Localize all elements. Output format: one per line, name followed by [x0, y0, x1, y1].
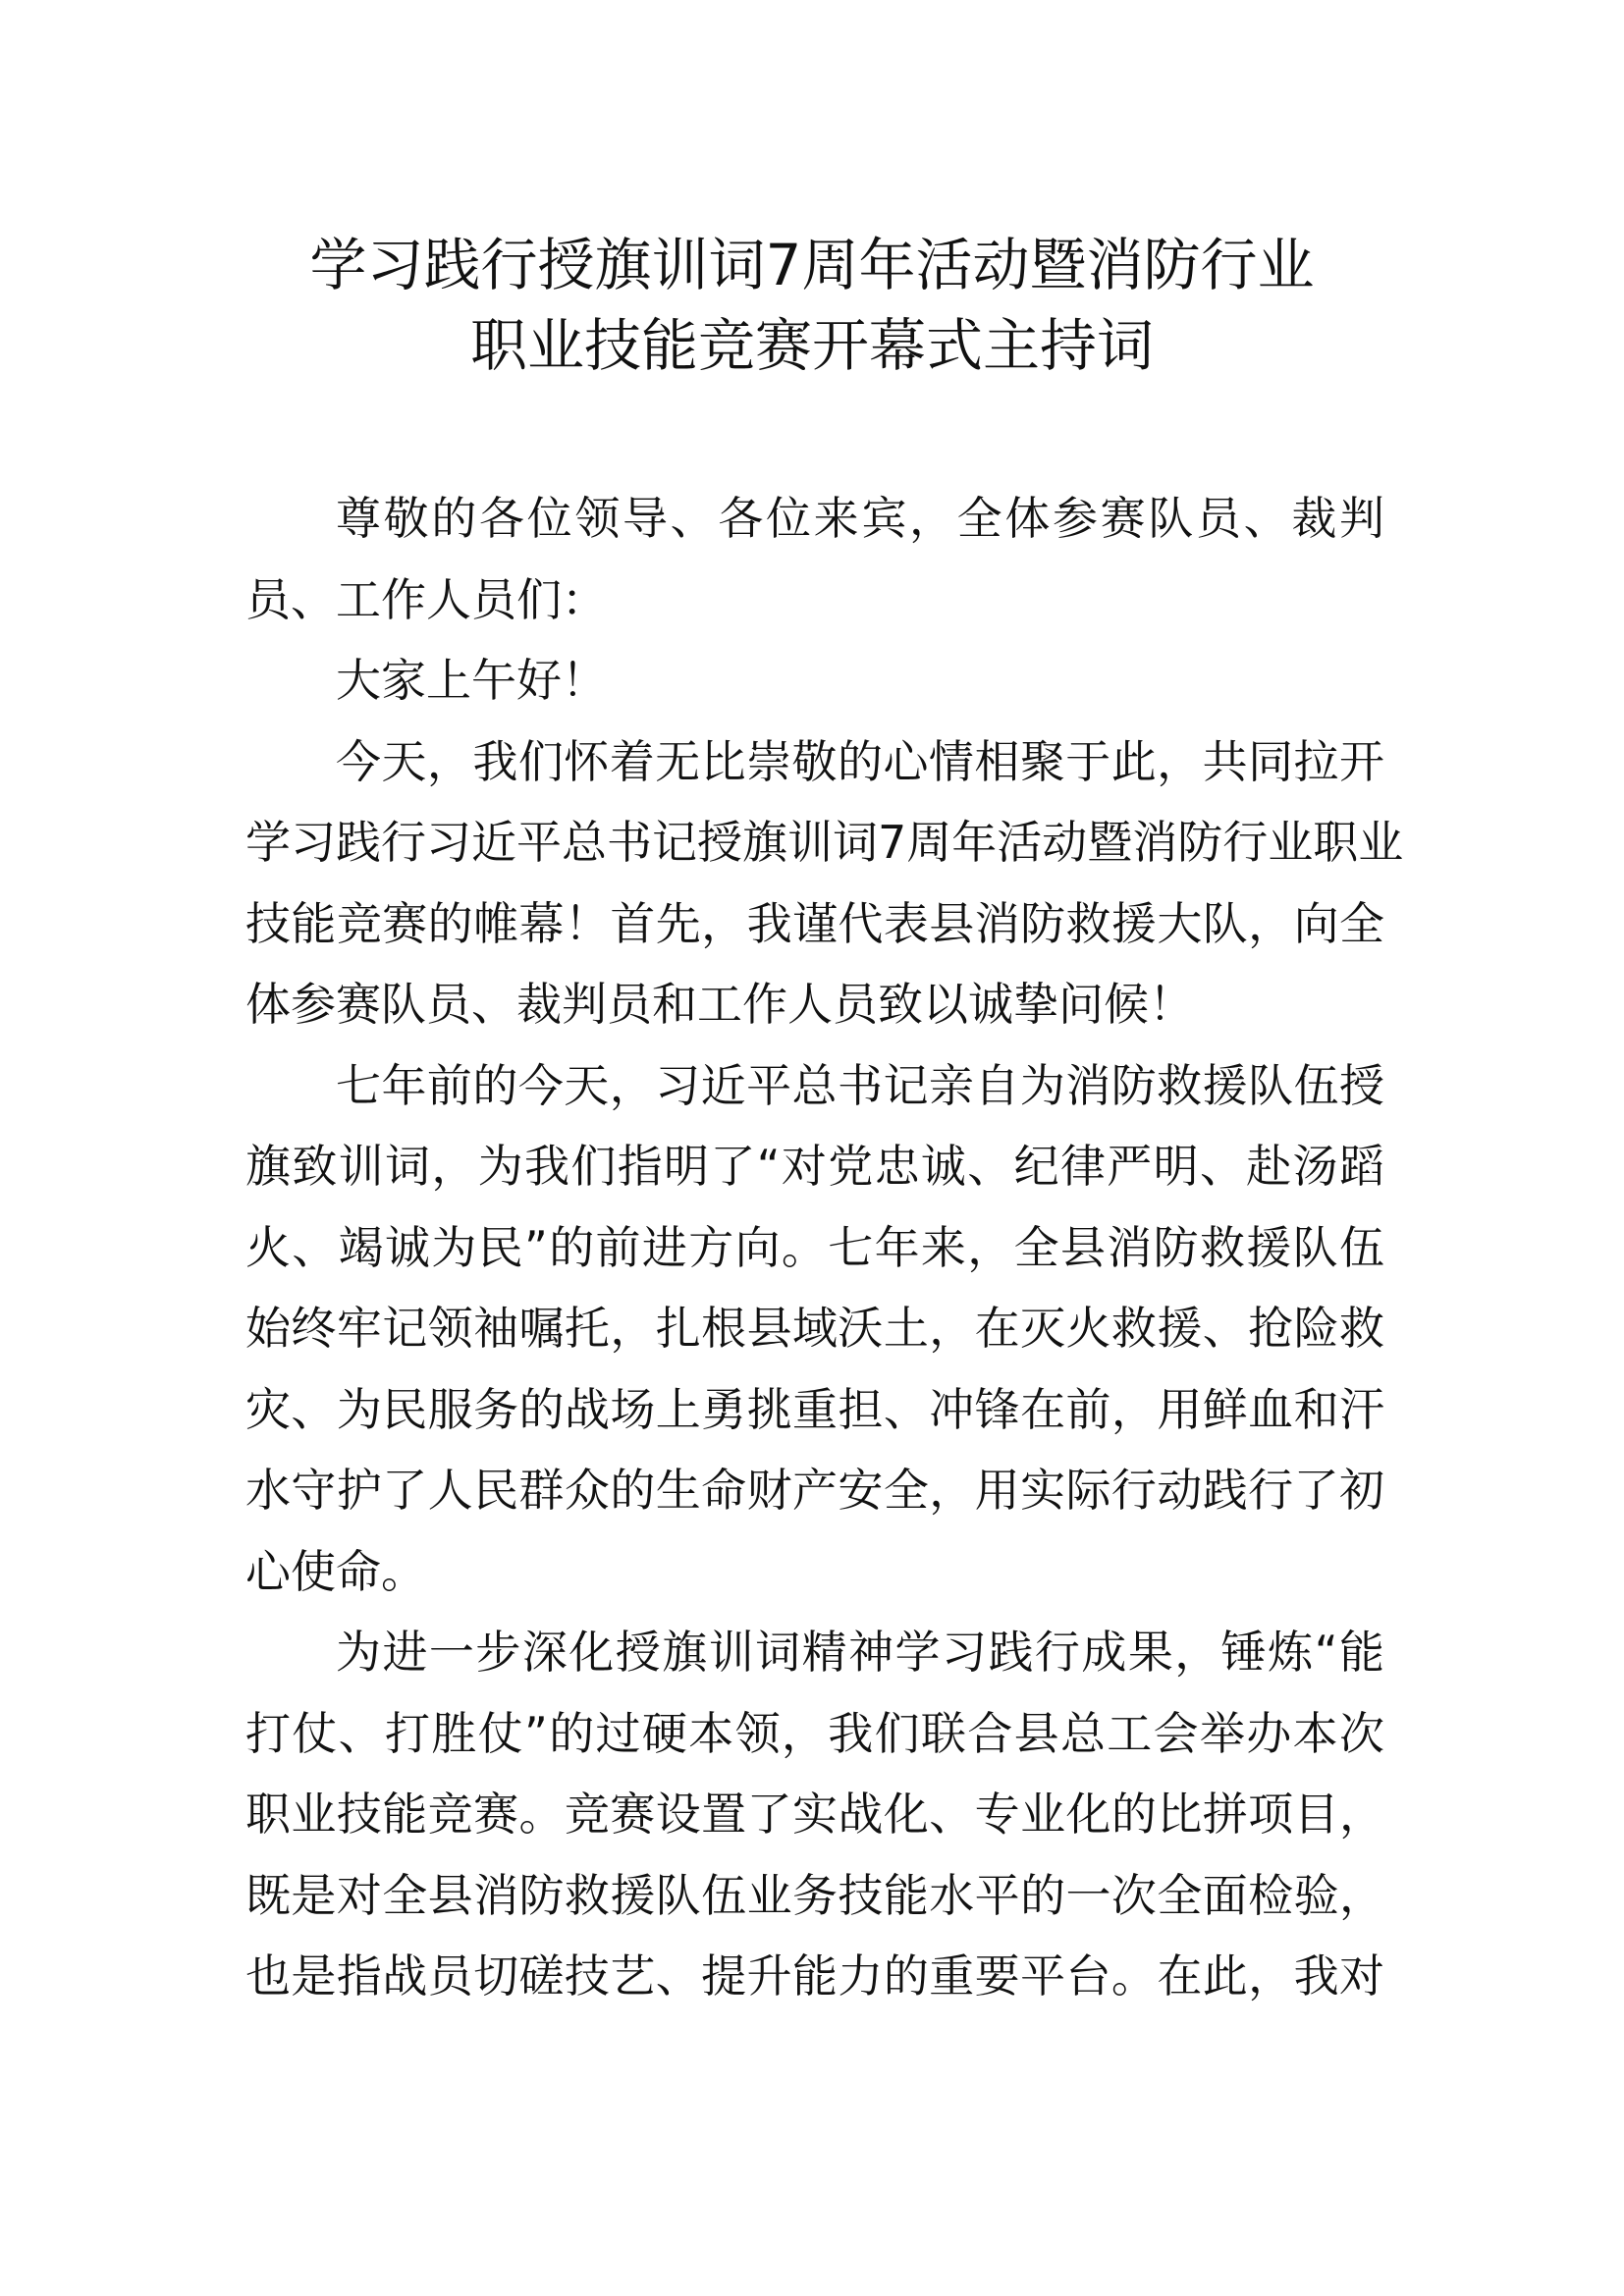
paragraph-line: 技能竞赛的帷幕！首先，我谨代表县消防救援大队，向全	[245, 896, 1384, 950]
paragraph-line: 心使命。	[245, 1544, 426, 1598]
paragraph-line: 七年前的今天，习近平总书记亲自为消防救援队伍授	[336, 1058, 1384, 1112]
document-body	[245, 478, 1404, 2017]
paragraph-line: 水守护了人民群众的生命财产安全，用实际行动践行了初	[245, 1464, 1384, 1517]
paragraph-line: 始终牢记领袖嘱托，扎根县域沃土，在灭火救援、抢险救	[245, 1302, 1384, 1355]
salutation-line: 尊敬的各位领导、各位来宾，全体参赛队员、裁判	[336, 492, 1384, 545]
paragraph-line: 职业技能竞赛。竞赛设置了实战化、专业化的比拼项目，	[245, 1788, 1384, 1841]
paragraph-line: 体参赛队员、裁判员和工作人员致以诚挚问候！	[245, 978, 1194, 1031]
paragraph-line: 今天，我们怀着无比崇敬的心情相聚于此，共同拉开	[336, 734, 1384, 788]
paragraph-line: 既是对全县消防救援队伍业务技能水平的一次全面检验，	[245, 1868, 1384, 1922]
paragraph-line: 火、竭诚为民”的前进方向。七年来，全县消防救援队伍	[245, 1220, 1384, 1274]
paragraph-line: 也是指战员切磋技艺、提升能力的重要平台。在此，我对	[245, 1949, 1384, 2002]
salutation-line: 员、工作人员们：	[245, 572, 607, 626]
paragraph-line: 灾、为民服务的战场上勇挑重担、冲锋在前，用鲜血和汗	[245, 1382, 1384, 1436]
paragraph-line: 为进一步深化授旗训词精神学习践行成果，锤炼“能	[336, 1626, 1384, 1679]
greeting-line: 大家上午好！	[336, 654, 607, 707]
paragraph-line: 学习践行习近平总书记授旗训词7周年活动暨消防行业职业	[245, 816, 1404, 869]
document-title-line-2: 职业技能竞赛开幕式主持词	[469, 312, 1154, 379]
paragraph-line: 旗致训词，为我们指明了“对党忠诚、纪律严明、赴汤蹈	[245, 1140, 1384, 1193]
document-title-line-1: 学习践行授旗训词7周年活动暨消防行业	[309, 232, 1315, 298]
paragraph-line: 打仗、打胜仗”的过硬本领，我们联合县总工会举办本次	[245, 1706, 1384, 1760]
